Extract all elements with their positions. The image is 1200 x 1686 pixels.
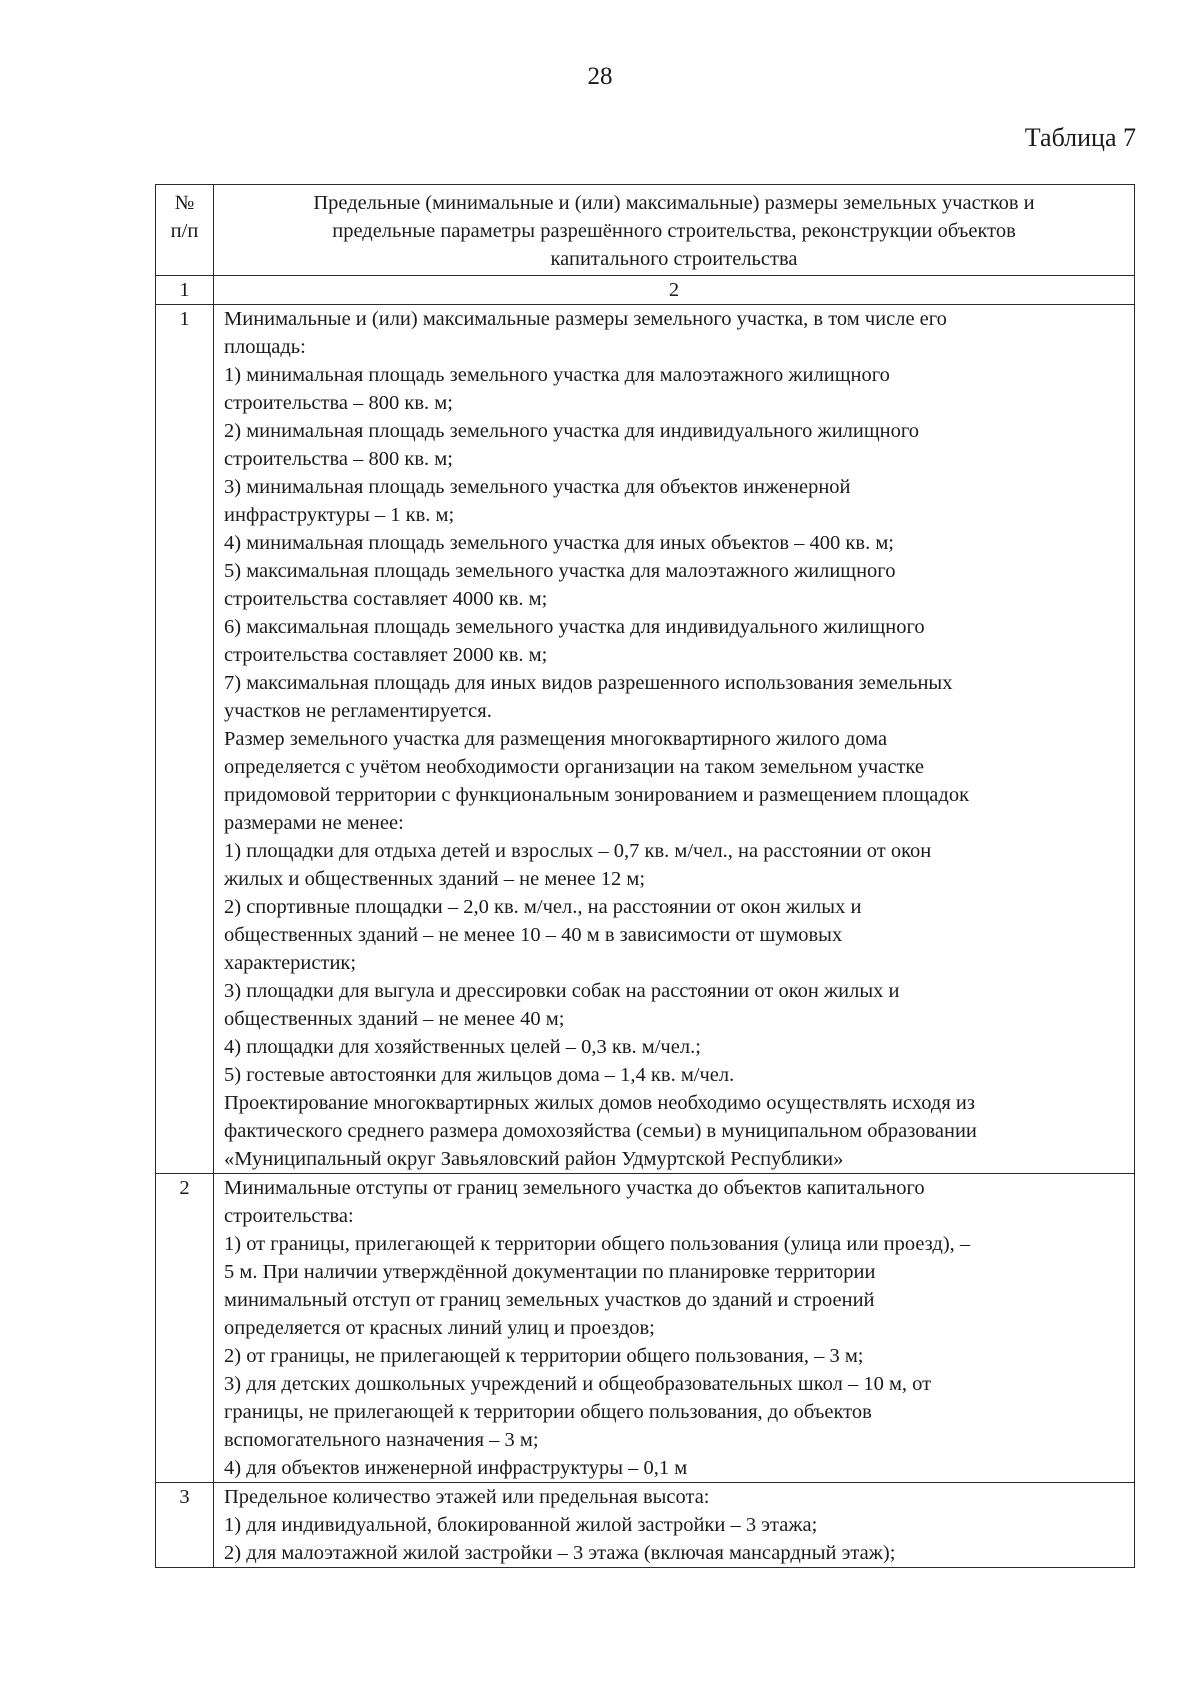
column-numbers-row — [156, 276, 1135, 305]
content-line: 3) для детских дошкольных учреждений и общеобразовательных школ – 10 м, от — [224, 1373, 932, 1395]
content-line: определяется с учётом необходимости организации на таком земельном участке — [224, 756, 924, 778]
header-title-cell — [214, 185, 1135, 276]
content-line: вспомогательного назначения – 3 м; — [224, 1429, 539, 1451]
content-line: «Муниципальный округ Завьяловский район Удмуртской Республики» — [224, 1148, 844, 1170]
content-line: 6) максимальная площадь земельного участка для индивидуального жилищного — [224, 616, 925, 638]
content-line: фактического среднего размера домохозяйства (семьи) в муниципальном образовании — [224, 1120, 977, 1142]
content-line: жилых и общественных зданий – не менее 12 м; — [224, 868, 646, 890]
header-title-line: капитального строительства — [550, 248, 798, 270]
content-line: 2) для малоэтажной жилой застройки – 3 этажа (включая мансардный этаж); — [224, 1542, 896, 1564]
column-number-cell: 2 — [214, 276, 1135, 305]
content-line: границы, не прилегающей к территории общего пользования, до объектов — [224, 1401, 872, 1423]
content-line: инфраструктуры – 1 кв. м; — [224, 504, 455, 526]
regulations-table-wrapper — [155, 184, 1135, 1568]
content-line: 1) минимальная площадь земельного участка для малоэтажного жилищного — [224, 364, 890, 386]
content-line: 3) минимальная площадь земельного участка для объектов инженерной — [224, 476, 851, 498]
table-header-row — [156, 185, 1135, 276]
header-num-line: п/п — [170, 220, 199, 242]
content-line: участков не регламентируется. — [224, 700, 492, 722]
table-row — [156, 305, 1135, 1174]
content-line: определяется от красных линий улиц и проездов; — [224, 1317, 655, 1339]
content-line: 2) от границы, не прилегающей к территории общего пользования, – 3 м; — [224, 1345, 864, 1367]
content-line: 5) гостевые автостоянки для жильцов дома – 1,4 кв. м/чел. — [224, 1064, 735, 1086]
row-content-cell — [214, 305, 1135, 1174]
content-line: площадь: — [224, 336, 306, 358]
page-number: 28 — [587, 63, 613, 90]
content-line: 1) для индивидуальной, блокированной жилой застройки – 3 этажа; — [224, 1514, 818, 1536]
row-content-cell — [214, 1174, 1135, 1483]
content-line: 4) минимальная площадь земельного участка для иных объектов – 400 кв. м; — [224, 532, 894, 554]
content-line: характеристик; — [224, 952, 357, 974]
column-number-cell: 1 — [156, 276, 214, 305]
content-line: строительства – 800 кв. м; — [224, 392, 453, 414]
content-line: 5 м. При наличии утверждённой документации по планировке территории — [224, 1261, 876, 1283]
content-line: общественных зданий – не менее 40 м; — [224, 1008, 565, 1030]
row-number-cell: 3 — [156, 1483, 214, 1568]
content-line: Предельное количество этажей или предельная высота: — [224, 1486, 710, 1508]
content-line: 4) площадки для хозяйственных целей – 0,3 кв. м/чел.; — [224, 1036, 701, 1058]
table-caption: Таблица 7 — [1024, 123, 1136, 152]
row-content-cell — [214, 1483, 1135, 1568]
content-line: Проектирование многоквартирных жилых домов необходимо осуществлять исходя из — [224, 1092, 975, 1114]
content-line: Размер земельного участка для размещения многоквартирного жилого дома — [224, 728, 888, 750]
content-line: 7) максимальная площадь для иных видов разрешенного использования земельных — [224, 672, 953, 694]
header-title-line: Предельные (минимальные и (или) максимальные) размеры земельных участков и — [313, 192, 1035, 214]
content-line: минимальный отступ от границ земельных участков до зданий и строений — [224, 1289, 875, 1311]
content-line: придомовой территории с функциональным зонированием и размещением площадок — [224, 784, 970, 806]
content-line: 4) для объектов инженерной инфраструктуры – 0,1 м — [224, 1457, 688, 1479]
row-number-cell: 1 — [156, 305, 214, 1174]
content-line: строительства – 800 кв. м; — [224, 448, 453, 470]
header-num-cell — [156, 185, 214, 276]
content-line: 5) максимальная площадь земельного участка для малоэтажного жилищного — [224, 560, 896, 582]
content-line: Минимальные и (или) максимальные размеры земельного участка, в том числе его — [224, 308, 947, 330]
content-line: общественных зданий – не менее 10 – 40 м в зависимости от шумовых — [224, 924, 843, 946]
content-line: строительства составляет 2000 кв. м; — [224, 644, 548, 666]
table-row — [156, 1174, 1135, 1483]
content-line: строительства: — [224, 1205, 354, 1227]
content-line: 2) спортивные площадки – 2,0 кв. м/чел., на расстоянии от окон жилых и — [224, 896, 862, 918]
row-number-cell: 2 — [156, 1174, 214, 1483]
content-line: 1) площадки для отдыха детей и взрослых – 0,7 кв. м/чел., на расстоянии от окон — [224, 840, 932, 862]
content-line: 2) минимальная площадь земельного участка для индивидуального жилищного — [224, 420, 920, 442]
table-row — [156, 1483, 1135, 1568]
header-num-line: № — [174, 192, 195, 214]
header-title-line: предельные параметры разрешённого строительства, реконструкции объектов — [332, 220, 1016, 242]
content-line: строительства составляет 4000 кв. м; — [224, 588, 548, 610]
regulations-table — [155, 184, 1135, 1568]
content-line: 3) площадки для выгула и дрессировки собак на расстоянии от окон жилых и — [224, 980, 900, 1002]
content-line: Минимальные отступы от границ земельного участка до объектов капитального — [224, 1177, 925, 1199]
content-line: 1) от границы, прилегающей к территории общего пользования (улица или проезд), – — [224, 1233, 971, 1255]
content-line: размерами не менее: — [224, 812, 404, 834]
